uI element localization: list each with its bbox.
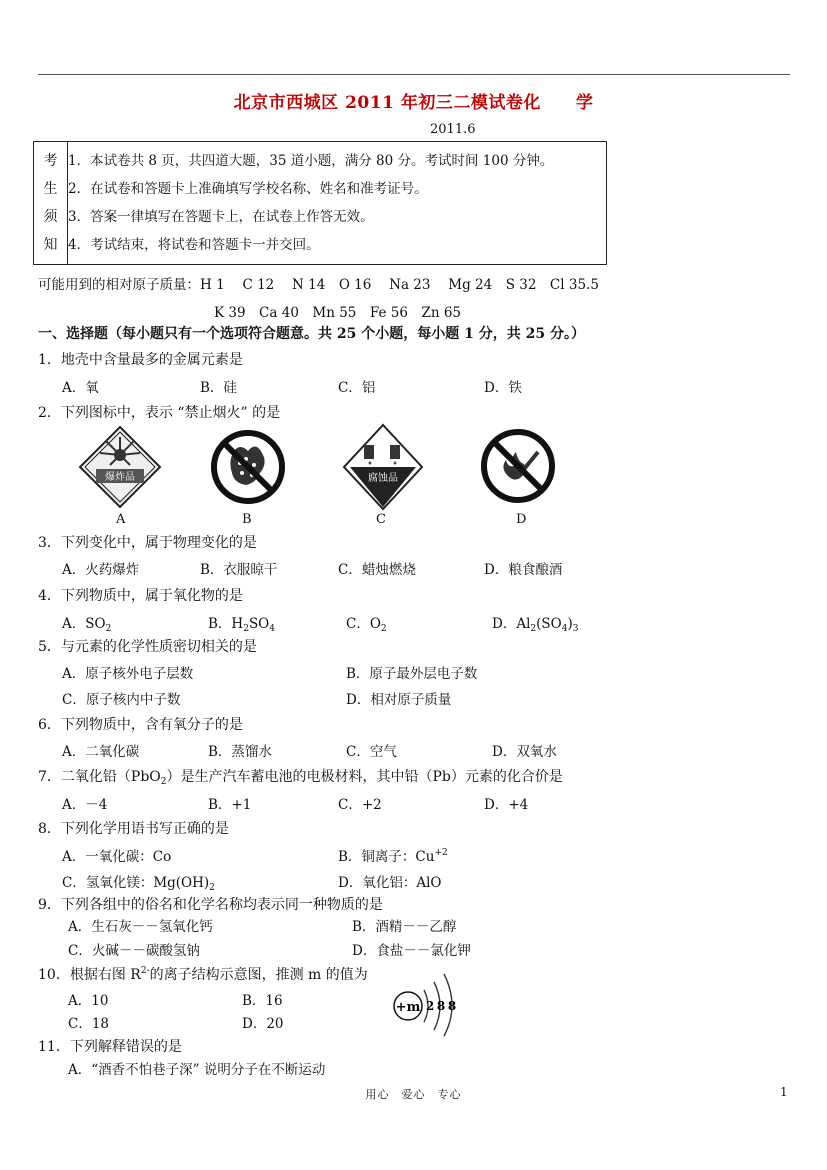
- option-a: A．－4: [62, 797, 108, 813]
- icon-c-text: 腐蚀品: [368, 473, 398, 484]
- page-number: 1: [780, 1085, 788, 1099]
- question-stem: 11．下列解释错误的是: [38, 1039, 182, 1055]
- notice-item: 4．考试结束，将试卷和答题卡一并交回。: [68, 237, 320, 253]
- atomic-masses-line2: K 39 Ca 40 Mn 55 Fe 56 Zn 65: [214, 305, 462, 321]
- diagram-shell-3: 8: [447, 999, 457, 1013]
- question-stem: 7．二氧化铅（PbO$_2$）是生产汽车蓄电池的电极材料，其中铅（Pb）元素的化合价是: [38, 769, 563, 787]
- question-stem: 10．根据右图 $R^{2-}$的离子结构示意图，推测 m 的值为: [38, 966, 368, 983]
- option-b: B．硅: [200, 380, 237, 396]
- option-a: A．二氧化碳: [62, 744, 140, 760]
- option-c: C．铝: [338, 380, 376, 396]
- option-b: B．$H_2SO_4$: [208, 616, 275, 634]
- notice-item: 1．本试卷共 8 页，共四道大题，35 道小题，满分 80 分。考试时间 100 分钟。: [68, 153, 554, 169]
- image-label-a: A: [116, 512, 126, 527]
- atomic-masses-line1: 可能用到的相对原子质量：H 1 C 12 N 14 O 16 Na 23 Mg 24 S 32 Cl 35.5: [38, 277, 599, 293]
- option-b: B．原子最外层电子数: [346, 666, 478, 682]
- option-c: C．原子核内中子数: [62, 692, 181, 708]
- option-d: D．食盐－－氯化钾: [352, 943, 471, 959]
- option-d: D．双氧水: [492, 744, 557, 760]
- option-c: C．$O_2$: [346, 616, 387, 634]
- question-stem: 3．下列变化中，属于物理变化的是: [38, 535, 257, 551]
- image-label-c: C: [376, 512, 386, 527]
- option-d: D．粮食酿酒: [484, 562, 563, 578]
- option-d: D．+4: [484, 797, 529, 813]
- exam-date: 2011.6: [430, 122, 476, 137]
- notice-heading: 考 生 须 知: [34, 142, 68, 265]
- option-b: B．16: [242, 993, 283, 1009]
- option-a: A．$SO_2$: [62, 616, 112, 634]
- option-b: B．+1: [208, 797, 252, 813]
- option-a: A．一氧化碳：Co: [62, 849, 172, 865]
- notice-table: [33, 141, 607, 265]
- diagram-shell-1: 2: [425, 999, 435, 1013]
- question-stem: 6．下列物质中，含有氧分子的是: [38, 717, 243, 733]
- option-c: C．蜡烛燃烧: [338, 562, 416, 578]
- diagram-nucleus: +m: [395, 1000, 421, 1015]
- image-label-b: B: [242, 512, 252, 527]
- question-stem: 9．下列各组中的俗名和化学名称均表示同一种物质的是: [38, 897, 383, 913]
- question-stem: 2．下列图标中，表示 “禁止烟火” 的是: [38, 405, 281, 421]
- option-a: A．原子核外电子层数: [62, 666, 194, 682]
- question-stem: 8．下列化学用语书写正确的是: [38, 821, 229, 837]
- option-a: A．10: [68, 993, 109, 1009]
- notice-body: [68, 142, 607, 265]
- option-b: B．衣服晾干: [200, 562, 278, 578]
- page-footer: 用心 爱心 专心: [365, 1088, 462, 1101]
- question-stem: 4．下列物质中，属于氧化物的是: [38, 588, 243, 604]
- option-a: A．生石灰－－氢氧化钙: [68, 919, 213, 935]
- explosive-icon: [78, 425, 162, 509]
- option-b: B．蒸馏水: [208, 744, 272, 760]
- icon-a-text: 爆炸品: [105, 472, 135, 483]
- option-d: D．相对原子质量: [346, 692, 452, 708]
- option-c: C．+2: [338, 797, 382, 813]
- option-d: D．氧化铝：AlO: [338, 875, 442, 891]
- option-d: D．20: [242, 1016, 284, 1032]
- question-stem: 5．与元素的化学性质密切相关的是: [38, 639, 257, 655]
- option-a: A．氧: [62, 380, 99, 396]
- ion-structure-diagram: [388, 968, 468, 1038]
- option-c: C．火碱－－碳酸氢钠: [68, 943, 200, 959]
- option-c: C．氢氧化镁：$Mg(OH)_2$: [62, 875, 215, 893]
- notice-item: 3．答案一律填写在答题卡上，在试卷上作答无效。: [68, 209, 374, 225]
- question-stem: 1．地壳中含量最多的金属元素是: [38, 352, 243, 368]
- option-c: C．空气: [346, 744, 397, 760]
- image-label-d: D: [516, 512, 527, 527]
- header-rule: [38, 74, 790, 75]
- diagram-shell-2: 8: [436, 999, 446, 1013]
- no-fire-icon: [210, 429, 286, 505]
- page-title: 北京市西城区 2011 年初三二模试卷化 学: [233, 93, 594, 113]
- notice-item: 2．在试卷和答题卡上准确填写学校名称、姓名和准考证号。: [68, 181, 428, 197]
- section-heading: 一、选择题（每小题只有一个选项符合题意。共 25 个小题，每小题 1 分，共 25 分。）: [38, 326, 585, 342]
- option-d: D．$Al_2(SO_4)_3$: [492, 616, 579, 634]
- option-b: B．酒精－－乙醇: [352, 919, 457, 935]
- option-b: B．铜离子：$Cu^{+2}$: [338, 848, 448, 865]
- no-smoking-icon: [480, 428, 556, 504]
- option-a: A．火药爆炸: [62, 562, 140, 578]
- option-a: A．“酒香不怕巷子深” 说明分子在不断运动: [68, 1062, 326, 1078]
- option-c: C．18: [68, 1016, 110, 1032]
- option-d: D．铁: [484, 380, 522, 396]
- corrosive-icon: [342, 423, 424, 511]
